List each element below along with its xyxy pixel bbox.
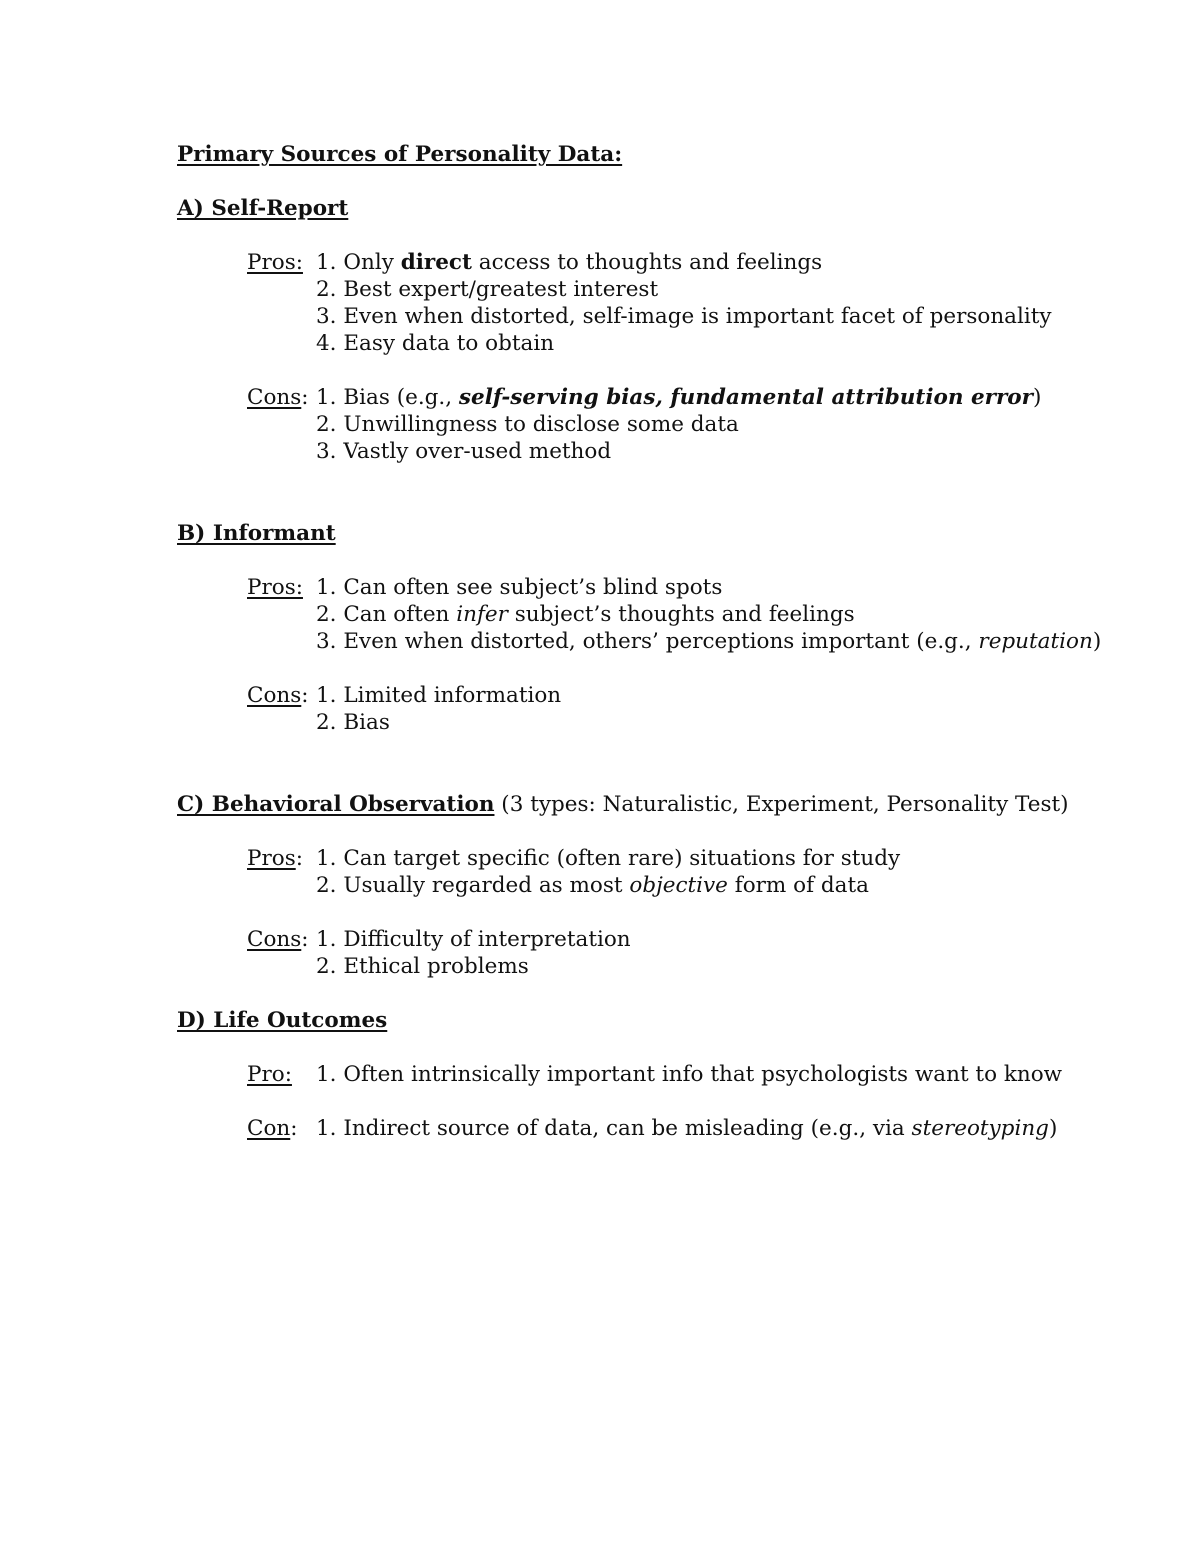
con-1-text-end: ) xyxy=(1048,1116,1058,1141)
section-c-pro-2 xyxy=(316,873,869,898)
section-b-pro-1: 1. Can often see subject’s blind spots xyxy=(316,575,723,600)
pro-1-text-end: access to thoughts and feelings xyxy=(471,250,823,275)
cons-word: Cons xyxy=(247,927,302,952)
section-c-con-2: 2. Ethical problems xyxy=(316,954,529,979)
con-colon: : xyxy=(290,1116,298,1141)
pro-2-text: 2. Usually regarded as most xyxy=(316,873,630,898)
section-b-heading xyxy=(177,521,336,546)
cons-colon: : xyxy=(301,385,309,410)
pro-2-italic: objective xyxy=(629,873,728,898)
section-a-con-2: 2. Unwillingness to disclose some data xyxy=(316,412,739,437)
con-1-text: 1. Indirect source of data, can be misleading (e.g., via xyxy=(316,1116,912,1141)
section-d-heading xyxy=(177,1008,387,1033)
section-b-pros-label: Pros: xyxy=(247,575,303,600)
section-a-heading-text: A) Self-Report xyxy=(177,196,349,221)
pro-3-text-end: ) xyxy=(1092,629,1102,654)
section-c-con-1: 1. Difficulty of interpretation xyxy=(316,927,631,952)
con-1-text: 1. Bias (e.g., xyxy=(316,385,459,410)
section-b-pro-2 xyxy=(316,602,855,627)
section-d-pro-1: 1. Often intrinsically important info that psychologists want to know xyxy=(316,1062,1063,1087)
cons-colon: : xyxy=(301,927,309,952)
pro-2-text: 2. Can often xyxy=(316,602,457,627)
section-a-pros-label: Pros: xyxy=(247,250,303,275)
pros-colon: : xyxy=(295,846,303,871)
section-a-con-1 xyxy=(316,385,1041,410)
section-a-cons-label xyxy=(247,385,309,410)
con-1-italic: stereotyping xyxy=(911,1116,1049,1141)
pro-3-italic: reputation xyxy=(978,629,1093,654)
cons-colon: : xyxy=(301,683,309,708)
section-a-con-3: 3. Vastly over-used method xyxy=(316,439,612,464)
pro-2-text-end: form of data xyxy=(727,873,869,898)
section-b-pro-3 xyxy=(316,629,1101,654)
pro-3-text: 3. Even when distorted, others’ perceptions important (e.g., xyxy=(316,629,979,654)
section-c-heading-note: (3 types: Naturalistic, Experiment, Personality Test) xyxy=(494,792,1069,817)
con-1-text-end: ) xyxy=(1032,385,1042,410)
section-b-con-2: 2. Bias xyxy=(316,710,390,735)
pro-2-text-end: subject’s thoughts and feelings xyxy=(507,602,855,627)
section-c-heading-text: C) Behavioral Observation xyxy=(177,792,495,817)
document-title: Primary Sources of Personality Data: xyxy=(177,142,623,167)
section-a-pro-1 xyxy=(316,250,822,275)
pros-word: Pros xyxy=(247,846,296,871)
section-d-pro-label: Pro: xyxy=(247,1062,292,1087)
section-c-pro-1: 1. Can target specific (often rare) situations for study xyxy=(316,846,901,871)
section-a-pro-2: 2. Best expert/greatest interest xyxy=(316,277,659,302)
con-1-bold-italic: self-serving bias, fundamental attribution error xyxy=(458,385,1033,410)
section-b-heading-text: B) Informant xyxy=(177,521,336,546)
section-a-pro-4: 4. Easy data to obtain xyxy=(316,331,555,356)
section-b-cons-label xyxy=(247,683,309,708)
con-word: Con xyxy=(247,1116,291,1141)
section-d-con-label xyxy=(247,1116,298,1141)
pro-1-text: 1. Only xyxy=(316,250,401,275)
section-a-pro-3: 3. Even when distorted, self-image is important facet of personality xyxy=(316,304,1052,329)
pro-2-italic: infer xyxy=(456,602,508,627)
section-c-heading xyxy=(177,792,1069,817)
section-d-con-1 xyxy=(316,1116,1057,1141)
section-d-heading-text: D) Life Outcomes xyxy=(177,1008,388,1033)
pro-1-bold: direct xyxy=(400,250,472,275)
section-a-heading xyxy=(177,196,348,221)
section-b-con-1: 1. Limited information xyxy=(316,683,562,708)
cons-word: Cons xyxy=(247,385,302,410)
section-c-pros-label xyxy=(247,846,303,871)
section-c-cons-label xyxy=(247,927,309,952)
cons-word: Cons xyxy=(247,683,302,708)
